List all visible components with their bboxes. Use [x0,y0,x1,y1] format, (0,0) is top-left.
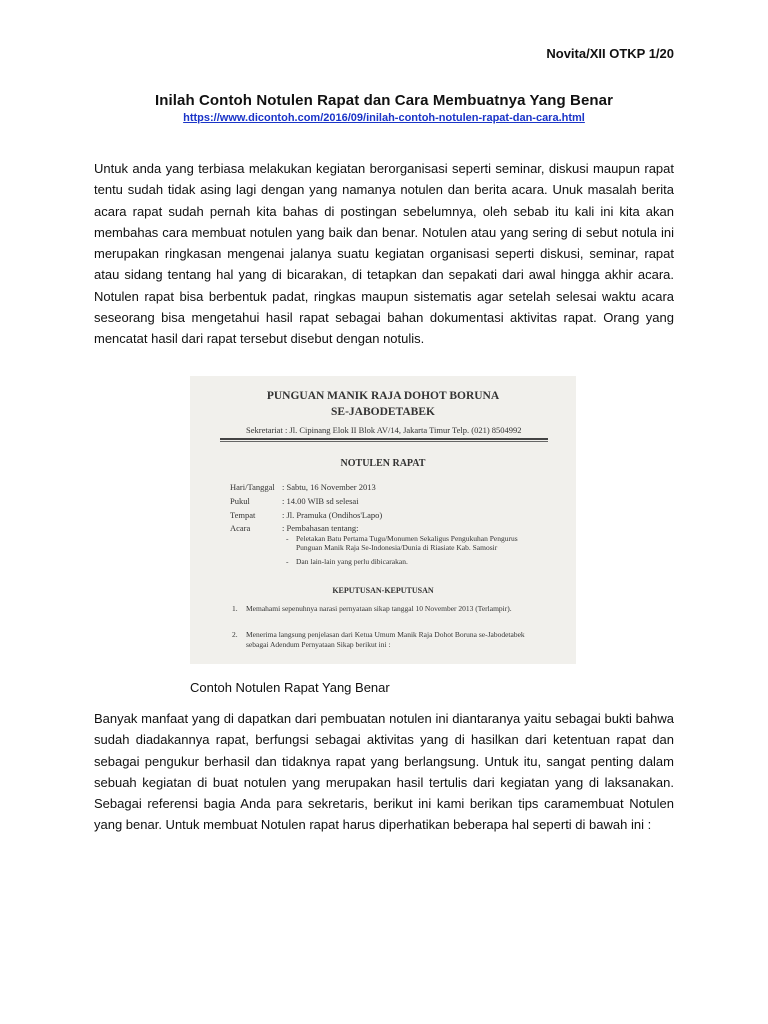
scan-org-name: PUNGUAN MANIK RAJA DOHOT BORUNA [266,390,500,402]
scanned-notulen-image [190,376,576,664]
image-caption: Contoh Notulen Rapat Yang Benar [190,680,390,695]
source-link[interactable]: https://www.dicontoh.com/2016/09/inilah-contoh-notulen-rapat-dan-cara.html [183,112,585,124]
scan-agenda-item: - Dan lain-lain yang perlu dibicarakan. [286,557,526,566]
benefits-paragraph: Banyak manfaat yang di dapatkan dari pembuatan notulen ini diantaranya yaitu sebagai bukti bahwa sudah diadakannya rapat, berfungsi sebagai aktivitas yang di hasilkan dari ketentuan rapat dan sebagai pengukur berhasil dan tidaknya rapat yang berlangsung. Untuk itu, sangat penting dalam sebuah kegiatan di buat notulen yang merupakan hasil tertulis dari kegiatan yang di laksanakan. Sebagai referensi bagia Anda para sekretaris, berikut ini kami berikan tips caramembuat Notulen yang benar. Untuk membuat Notulen rapat harus diperhatikan beberapa hal seperti di bawah ini : [94,711,674,833]
scan-field-value: : Pembahasan tentang: [282,523,359,533]
scan-decision-item [232,604,532,614]
scan-field-row [230,496,359,506]
intro-paragraph: Untuk anda yang terbiasa melakukan kegiatan berorganisasi seperti seminar, diskusi maupun rapat tentu sudah tidak asing lagi dengan yang namanya notulen dan berita acara. Unuk masalah berita acara rapat sudah pernah kita bahas di postingan sebelumnya, oleh sebab itu kali ini kita akan membahas cara membuat notulen yang baik dan benar. Notulen atau yang sering di sebut notula ini merupakan ringkasan mengenai jalanya suatu kegiatan organisasi seperti diskusi, seminar, rapat atau sidang tentang hal yang di bicarakan, di tetapkan dan sepakati dari awal hingga akhir acara. Notulen rapat bisa berbentuk padat, ringkas maupun sistematis agar setelah selesai waktu acara seseorang bisa mengetahui hasil rapat sebagai bahan dokumentasi aktivitas rapat. Orang yang mencatat hasil dari rapat tersebut disebut dengan notulis. [94,161,674,347]
scan-decisions-title: KEPUTUSAN-KEPUTUSAN [332,586,434,595]
scan-field-value: : Jl. Pramuka (Ondihos'Lapo) [282,510,383,520]
scan-agenda-list [286,534,526,571]
scan-field-key: Acara [230,523,251,533]
scan-field-key: Pukul [230,496,250,506]
scan-agenda-item: - Peletakan Batu Pertama Tugu/Monumen Sekaligus Pengukuhan Pengurus Punguan Manik Raja Se-Indonesia/Dunia di Riasiate Kab. Samosir [286,534,526,552]
scan-divider-thin [220,441,548,442]
scan-field-row [230,523,358,533]
scan-field-row [230,482,376,492]
scan-org-region: SE-JABODETABEK [331,406,435,418]
scan-decision-number: 1. [232,604,238,613]
scan-field-key: Hari/Tanggal [230,482,275,492]
scan-divider [220,438,548,440]
scan-decision-item [232,630,532,649]
scan-field-key: Tempat [230,510,256,520]
scan-decision-text: Menerima langsung penjelasan dari Ketua Umum Manik Raja Dohot Boruna se-Jabodetabek sebagai Adendum Pernyataan Sikap berikut ini : [246,630,525,649]
scan-doc-title: NOTULEN RAPAT [340,458,426,469]
scan-field-value: : 14.00 WIB sd selesai [282,496,359,506]
scan-address: Sekretariat : Jl. Cipinang Elok II Blok AV/14, Jakarta Timur Telp. (021) 8504992 [246,425,522,435]
author-class-label: Novita/XII OTKP 1/20 [546,46,674,61]
document-title: Inilah Contoh Notulen Rapat dan Cara Membuatnya Yang Benar [154,92,614,109]
scan-decision-text: Memahami sepenuhnya narasi pernyataan sikap tanggal 10 November 2013 (Terlampir). [246,604,512,613]
scan-decision-number: 2. [232,630,238,639]
scan-field-row [230,510,382,520]
scan-field-value: : Sabtu, 16 November 2013 [282,482,376,492]
